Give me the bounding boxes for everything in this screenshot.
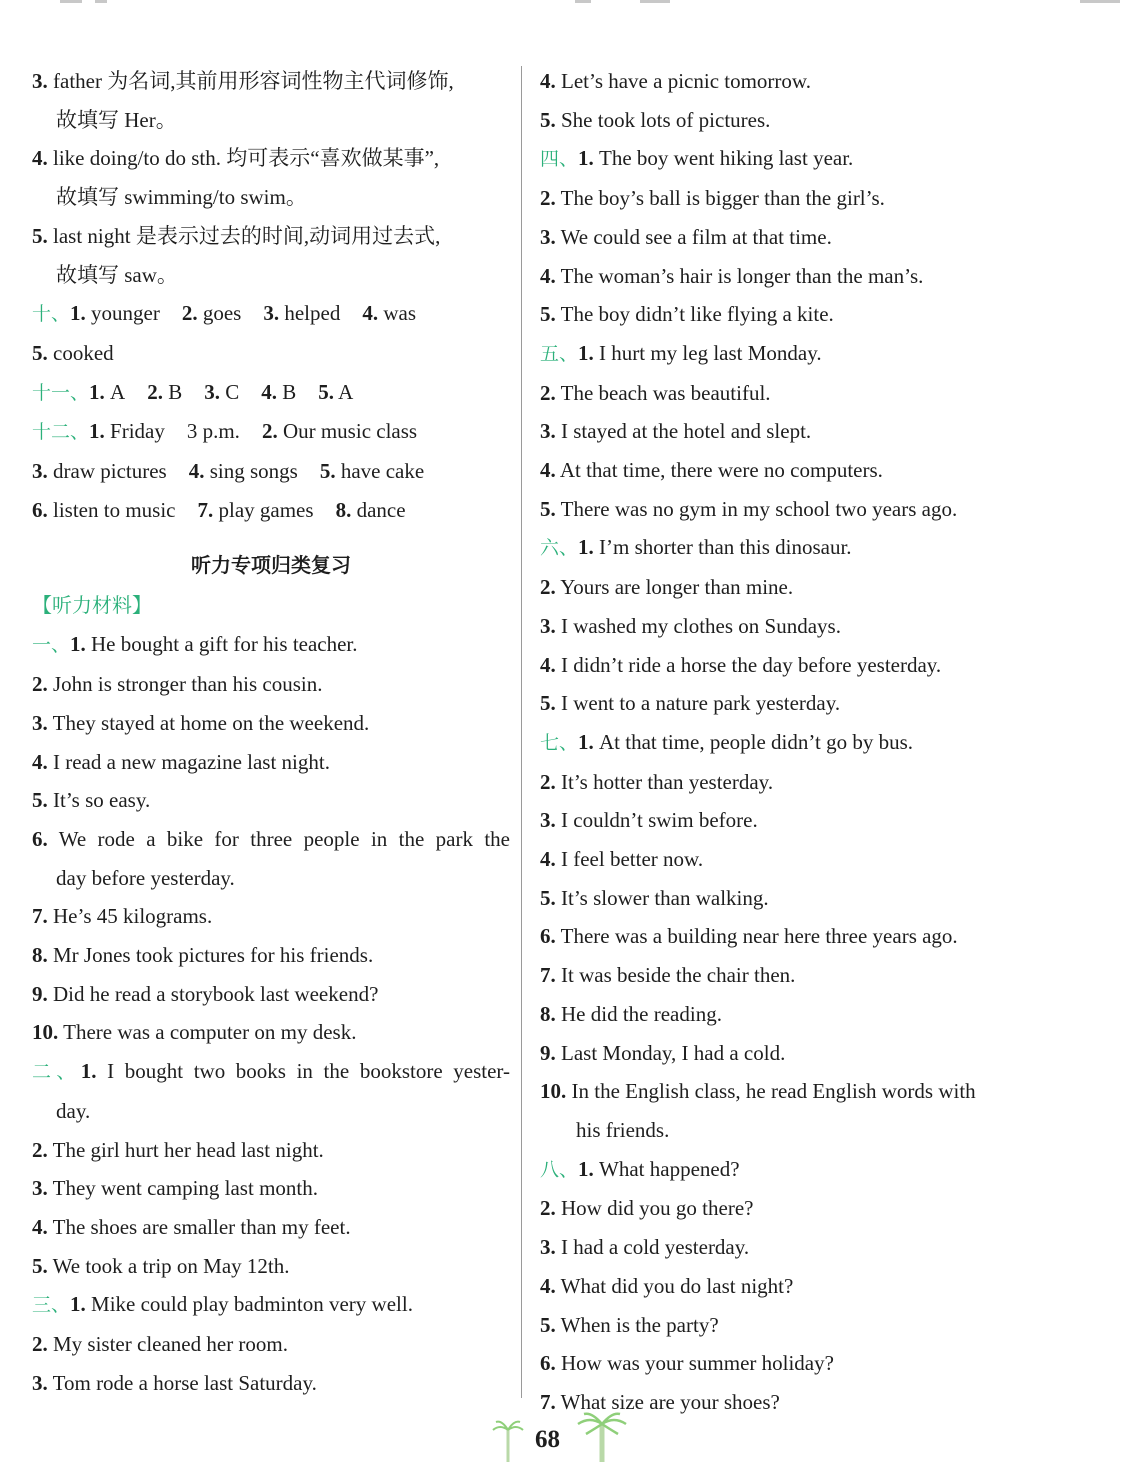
section-marker: 三、 — [32, 1294, 71, 1317]
page-number: 68 — [535, 1426, 560, 1453]
text-line: 4. like doing/to do sth. 均可表示“喜欢做某事”, — [32, 146, 440, 171]
list-item: 3. We could see a film at that time. — [540, 224, 832, 249]
answer-line: 3. draw pictures 4. sing songs 5. have cake — [32, 459, 425, 484]
section-marker: 八、 — [540, 1158, 579, 1181]
section-marker: 四、 — [540, 148, 579, 171]
list-item: 6. We rode a bike for three people in the park the — [32, 826, 510, 851]
column-divider — [521, 66, 522, 1398]
list-item: 3. Tom rode a horse last Saturday. — [32, 1370, 317, 1395]
section-marker: 六、 — [540, 537, 579, 560]
section-marker: 十一、 — [32, 381, 90, 404]
list-item: 8. He did the reading. — [540, 1001, 722, 1026]
list-item: 五、1. I hurt my leg last Monday. — [540, 340, 822, 365]
answer-line: 6. listen to music 7. play games 8. dance — [32, 497, 406, 522]
list-item: 5. I went to a nature park yesterday. — [540, 691, 841, 716]
list-item: 2. The boy’s ball is bigger than the girl’s. — [540, 186, 885, 211]
list-item: 5. When is the party? — [540, 1312, 719, 1337]
palm-tree-icon — [492, 1418, 524, 1462]
list-item: 四、1. The boy went hiking last year. — [540, 146, 854, 171]
list-item: 5. We took a trip on May 12th. — [32, 1253, 290, 1278]
list-item: 9. Did he read a storybook last weekend? — [32, 981, 379, 1006]
list-item: 7. He’s 45 kilograms. — [32, 904, 213, 929]
list-item-continued: day before yesterday. — [56, 865, 235, 890]
palm-tree-icon — [576, 1412, 628, 1462]
list-item: 2. How did you go there? — [540, 1196, 754, 1221]
list-item: 3. I washed my clothes on Sundays. — [540, 613, 841, 638]
list-item: 4. I read a new magazine last night. — [32, 749, 330, 774]
list-item: 八、1. What happened? — [540, 1156, 740, 1181]
list-item: 5. It’s slower than walking. — [540, 885, 769, 910]
section-marker: 十、 — [32, 303, 71, 326]
section-marker: 七、 — [540, 731, 579, 754]
list-item: 3. They went camping last month. — [32, 1176, 318, 1201]
list-item: 2. It’s hotter than yesterday. — [540, 769, 774, 794]
answer-line: 十、1. younger 2. goes 3. helped 4. was — [32, 301, 416, 326]
left-column — [32, 62, 510, 1403]
answer-line: 十二、1. Friday 3 p.m. 2. Our music class — [32, 419, 418, 444]
section-marker: 十二、 — [32, 421, 90, 444]
answer-line: 5. cooked — [32, 340, 114, 365]
list-item: 4. The shoes are smaller than my feet. — [32, 1214, 351, 1239]
list-item: 4. At that time, there were no computers. — [540, 458, 883, 483]
list-item: 7. It was beside the chair then. — [540, 963, 796, 988]
list-item: 4. I didn’t ride a horse the day before yesterday. — [540, 652, 942, 677]
list-item: 七、1. At that time, people didn’t go by bus. — [540, 729, 914, 754]
text-line: 故填写 saw。 — [56, 262, 178, 287]
list-item: 2. The beach was beautiful. — [540, 380, 771, 405]
list-item: 9. Last Monday, I had a cold. — [540, 1040, 786, 1065]
list-item: 3. I had a cold yesterday. — [540, 1235, 750, 1260]
list-item: 6. How was your summer holiday? — [540, 1351, 834, 1376]
list-item: 2. My sister cleaned her room. — [32, 1332, 289, 1357]
list-item: 3. I stayed at the hotel and slept. — [540, 419, 812, 444]
text-line: 3. father 为名词,其前用形容词性物主代词修饰, — [32, 69, 454, 93]
section-label: 【听力材料】 — [32, 593, 152, 618]
list-item: 5. The boy didn’t like flying a kite. — [540, 302, 834, 327]
section-marker: 二、 — [32, 1061, 81, 1084]
section-marker: 一、 — [32, 634, 71, 657]
list-item-continued: day. — [56, 1098, 91, 1123]
list-item-continued: his friends. — [576, 1117, 670, 1142]
page-footer — [0, 1418, 1138, 1462]
list-item: 3. I couldn’t swim before. — [540, 808, 758, 833]
text-line: 5. last night 是表示过去的时间,动词用过去式, — [32, 223, 441, 248]
section-title: 听力专项归类复习 — [191, 553, 351, 578]
list-item: 7. What size are your shoes? — [540, 1389, 780, 1414]
list-item: 10. In the English class, he read English words with — [540, 1079, 976, 1104]
list-item: 3. They stayed at home on the weekend. — [32, 710, 370, 735]
list-item: 10. There was a computer on my desk. — [32, 1020, 357, 1045]
list-item: 2. Yours are longer than mine. — [540, 575, 794, 600]
list-item: 4. What did you do last night? — [540, 1273, 794, 1298]
text-line: 故填写 Her。 — [56, 107, 177, 132]
list-item: 2. The girl hurt her head last night. — [32, 1137, 324, 1162]
list-item: 一、1. He bought a gift for his teacher. — [32, 632, 358, 657]
list-item: 8. Mr Jones took pictures for his friends. — [32, 943, 374, 968]
list-item: 5. It’s so easy. — [32, 788, 151, 813]
list-item: 2. John is stronger than his cousin. — [32, 672, 323, 697]
list-item: 4. I feel better now. — [540, 847, 704, 872]
section-marker: 五、 — [540, 342, 579, 365]
list-item: 5. There was no gym in my school two years ago. — [540, 496, 958, 521]
list-item: 4. Let’s have a picnic tomorrow. — [540, 69, 811, 93]
list-item: 6. There was a building near here three years ago. — [540, 924, 958, 949]
list-item: 六、1. I’m shorter than this dinosaur. — [540, 535, 852, 560]
text-line: 故填写 swimming/to swim。 — [56, 185, 307, 210]
right-column — [540, 62, 1100, 1422]
list-item: 二、1. I bought two books in the bookstore yester- — [32, 1059, 510, 1084]
list-item: 5. She took lots of pictures. — [540, 107, 771, 132]
list-item: 三、1. Mike could play badminton very well. — [32, 1292, 413, 1317]
answer-line: 十一、1. A 2. B 3. C 4. B 5. A — [32, 379, 354, 404]
list-item: 4. The woman’s hair is longer than the man’s. — [540, 263, 924, 288]
